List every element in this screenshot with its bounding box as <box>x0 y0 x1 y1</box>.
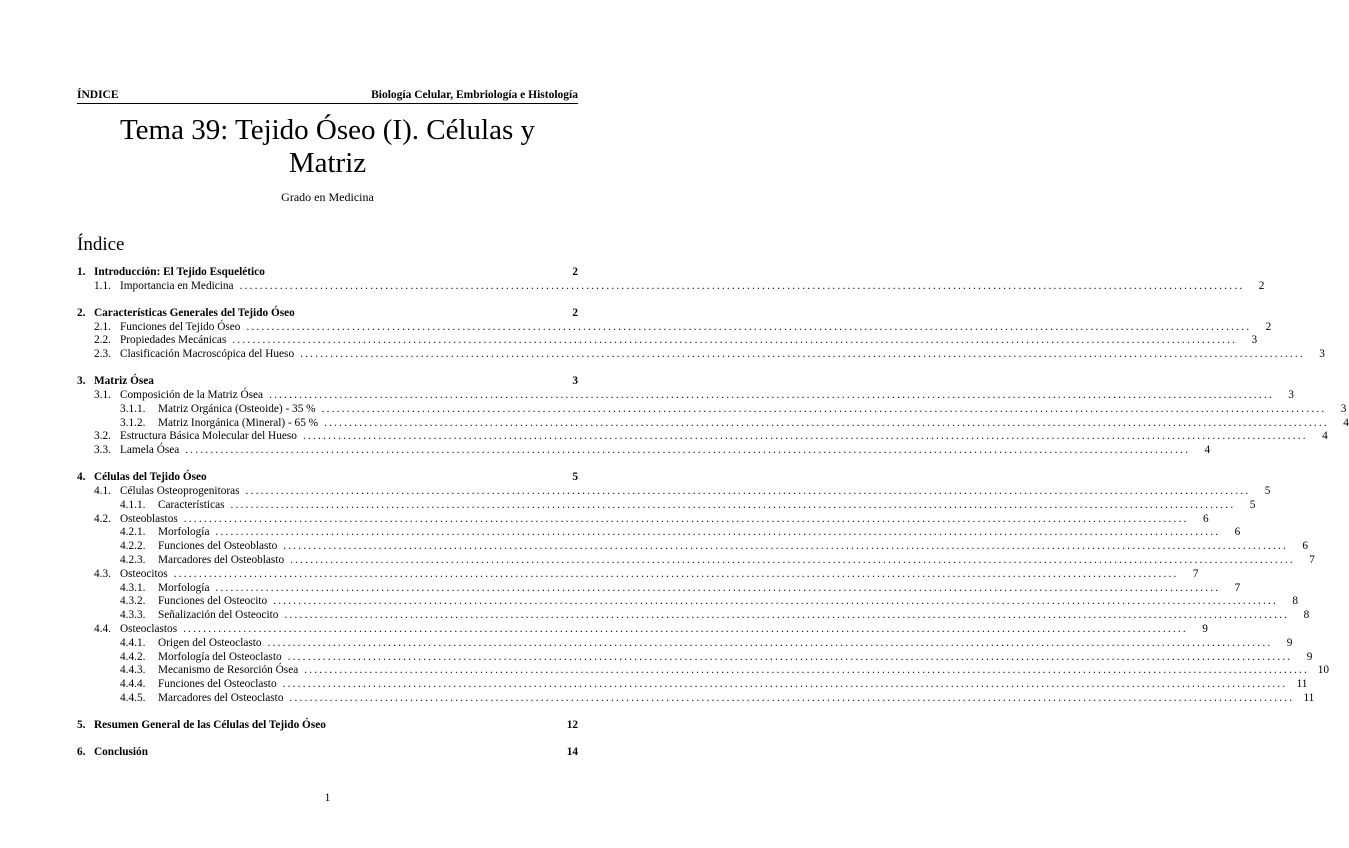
toc-entry[interactable] <box>77 692 1315 706</box>
toc-entry-number: 3.1. <box>94 389 111 401</box>
toc-entry[interactable] <box>77 540 1309 554</box>
toc-entry[interactable] <box>77 375 578 389</box>
toc-entry-title: Características Generales del Tejido Óseo <box>94 306 295 319</box>
toc-entry-page: 5 <box>572 471 578 484</box>
toc-entry-page: 8 <box>1303 609 1310 622</box>
toc-leader-dots: ........................................................................................................................................................................................................ <box>245 485 1251 497</box>
toc-entry-page: 2 <box>572 306 578 319</box>
toc-entry-title: Características <box>158 498 225 511</box>
document-title <box>77 114 578 180</box>
toc-entry[interactable] <box>77 444 1211 458</box>
toc-entry-title: Funciones del Osteocito <box>158 595 268 608</box>
toc-leader-dots: ........................................................................................................................................................................................................ <box>282 678 1288 691</box>
toc-entry-number: 4. <box>77 471 86 484</box>
toc-leader-dots: ........................................................................................................................................................................................................ <box>273 595 1279 608</box>
toc-entry-page: 6 <box>1202 512 1209 525</box>
toc-entry-number: 4.4.2. <box>120 650 146 663</box>
toc-entry-number: 4.4.5. <box>120 692 146 704</box>
title-line-1: Tema 39: Tejido Óseo (I). Células y <box>119 114 535 146</box>
toc-entry-number: 3.1.2. <box>120 416 146 429</box>
toc-entry-title: Lamela Ósea <box>120 444 180 457</box>
toc-entry[interactable] <box>77 266 578 280</box>
toc-entry[interactable] <box>77 719 578 733</box>
toc-entry[interactable] <box>77 471 578 485</box>
toc-entry-page: 14 <box>566 746 578 758</box>
toc-entry-title: Células Osteoprogenitoras <box>120 485 240 497</box>
toc-entry[interactable] <box>77 307 578 321</box>
toc-entry-number: 1.1. <box>94 279 111 292</box>
toc-entry-title: Importancia en Medicina <box>120 279 234 292</box>
toc-leader-dots: ........................................................................................................................................................................................................ <box>283 540 1289 553</box>
toc-entry-number: 4.3.1. <box>120 581 146 594</box>
toc-entry[interactable] <box>77 430 1328 444</box>
toc-entry[interactable] <box>77 498 1256 513</box>
toc-entry-page: 11 <box>1303 692 1315 704</box>
toc-entry-number: 4.4.1. <box>120 636 146 649</box>
title-line-2: Matriz <box>288 147 367 179</box>
toc-entry-page: 9 <box>1202 623 1208 635</box>
toc-entry-number: 2.3. <box>94 348 111 361</box>
toc-entry-page: 3 <box>1340 402 1347 415</box>
document-subtitle: Grado en Medicina <box>281 190 374 204</box>
toc-entry-number: 3. <box>77 375 86 388</box>
toc-entry-title: Resumen General de las Células del Tejido Óseo <box>94 719 326 731</box>
toc-leader-dots: ........................................................................................................................................................................................................ <box>267 636 1273 649</box>
toc-leader-dots: ........................................................................................................................................................................................................ <box>269 389 1274 401</box>
toc-leader-dots: ........................................................................................................................................................................................................ <box>290 554 1295 566</box>
header-course-name: Biología Celular, Embriología e Histología <box>371 89 578 101</box>
toc-entry-title: Morfología del Osteoclasto <box>158 650 282 663</box>
toc-entry-title: Osteoblastos <box>120 512 178 525</box>
toc-entry-number: 2. <box>77 306 86 319</box>
toc-entry-page: 8 <box>1292 595 1299 608</box>
toc-leader-dots: ........................................................................................................................................................................................................ <box>289 692 1295 704</box>
toc-entry-page: 5 <box>1264 485 1271 497</box>
toc-entry-number: 6. <box>77 746 86 758</box>
toc-entry-page: 9 <box>1306 650 1313 663</box>
toc-entry-title: Morfología <box>158 581 210 594</box>
toc-entry[interactable] <box>77 348 1325 362</box>
toc-entry-page: 4 <box>1322 430 1328 443</box>
toc-entry-title: Clasificación Macroscópica del Hueso <box>120 348 295 361</box>
toc-entry[interactable] <box>77 554 1315 568</box>
toc-entry[interactable] <box>77 402 1347 417</box>
toc-entry-title: Funciones del Tejido Óseo <box>120 320 241 333</box>
toc-entry-page: 7 <box>1234 581 1241 594</box>
toc-leader-dots: ........................................................................................................................................................................................................ <box>215 581 1221 594</box>
toc-entry-page: 7 <box>1192 567 1199 580</box>
toc-entry-page: 3 <box>1319 348 1325 361</box>
toc-entry-number: 4.1.1. <box>120 498 146 511</box>
toc-entry-page: 3 <box>572 375 578 388</box>
toc-entry-page: 7 <box>1309 554 1315 566</box>
toc-entry[interactable] <box>77 567 1199 582</box>
toc-leader-dots: ........................................................................................................................................................................................................ <box>246 320 1252 333</box>
toc-entry-number: 4.3.2. <box>120 595 146 608</box>
header-section-label: ÍNDICE <box>77 89 119 101</box>
toc-entry-title: Mecanismo de Resorción Ósea <box>158 664 299 677</box>
toc-entry-title: Composición de la Matriz Ósea <box>120 389 264 401</box>
toc-entry-page: 5 <box>1249 498 1256 511</box>
toc-entry-title: Matriz Ósea <box>94 375 154 388</box>
toc-entry-number: 4.2.1. <box>120 526 146 539</box>
toc-leader-dots: ........................................................................................................................................................................................................ <box>284 609 1290 622</box>
toc-entry-title: Marcadores del Osteoblasto <box>158 554 285 566</box>
toc-entry-page: 9 <box>1286 636 1293 649</box>
toc-entry-title: Estructura Básica Molecular del Hueso <box>120 430 297 443</box>
toc-entry-number: 2.2. <box>94 334 111 347</box>
toc-entry[interactable] <box>77 279 1265 294</box>
page-number: 1 <box>324 792 331 804</box>
toc-entry-title: Matriz Orgánica (Osteoide) - 35 % <box>158 402 316 415</box>
toc-entry[interactable] <box>77 334 1258 348</box>
toc-entry-number: 4.2.3. <box>120 554 146 566</box>
toc-entry-number: 4.3.3. <box>120 609 146 622</box>
toc-entry-number: 2.1. <box>94 320 111 333</box>
toc-entry-number: 4.1. <box>94 485 111 497</box>
toc-entry-title: Osteoclastos <box>120 623 178 635</box>
toc-leader-dots: ........................................................................................................................................................................................................ <box>183 512 1189 525</box>
toc-entry-page: 11 <box>1296 678 1308 691</box>
toc-entry-number: 4.4. <box>94 623 111 635</box>
toc-entry-page: 4 <box>1204 444 1211 457</box>
toc-leader-dots: ........................................................................................................................................................................................................ <box>321 402 1327 415</box>
toc-entry-page: 12 <box>566 719 578 731</box>
toc-entry-page: 10 <box>1317 664 1330 677</box>
toc-entry-number: 4.3. <box>94 567 111 580</box>
toc-entry-page: 6 <box>1302 540 1309 553</box>
toc-entry[interactable] <box>77 746 578 760</box>
toc-entry-number: 3.3. <box>94 444 111 457</box>
toc-entry[interactable] <box>77 512 1209 527</box>
toc-entry-title: Marcadores del Osteoclasto <box>158 692 284 704</box>
toc-leader-dots: ........................................................................................................................................................................................................ <box>230 498 1236 511</box>
toc-entry-title: Propiedades Mecánicas <box>120 334 227 347</box>
toc-entry-title: Células del Tejido Óseo <box>94 471 207 484</box>
toc-entry-title: Osteocitos <box>120 567 168 580</box>
toc-leader-dots: ........................................................................................................................................................................................................ <box>239 279 1245 292</box>
toc-entry-page: 2 <box>572 266 578 278</box>
toc-entry-page: 2 <box>1265 320 1272 333</box>
running-header <box>77 89 578 104</box>
toc-leader-dots: ........................................................................................................................................................................................................ <box>302 430 1308 443</box>
toc-leader-dots: ........................................................................................................................................................................................................ <box>215 526 1221 539</box>
toc-entry-title: Introducción: El Tejido Esquelético <box>94 266 265 278</box>
toc-entry[interactable] <box>77 485 1271 499</box>
toc-leader-dots: ........................................................................................................................................................................................................ <box>300 348 1305 361</box>
toc-entry[interactable] <box>77 595 1299 609</box>
toc-entry-number: 3.1.1. <box>120 402 146 415</box>
toc-entry-page: 3 <box>1251 334 1258 347</box>
toc-entry-title: Funciones del Osteoblasto <box>158 540 278 553</box>
toc-heading: Índice <box>77 234 125 255</box>
toc-entry[interactable] <box>77 581 1241 596</box>
toc-entry[interactable] <box>77 609 1310 623</box>
toc-leader-dots: ........................................................................................................................................................................................................ <box>287 650 1293 663</box>
toc-leader-dots: ........................................................................................................................................................................................................ <box>183 623 1188 635</box>
toc-entry-number: 1. <box>77 266 86 278</box>
toc-entry[interactable] <box>77 636 1293 651</box>
toc-entry-page: 3 <box>1288 389 1294 401</box>
toc-entry[interactable] <box>77 650 1313 665</box>
toc-entry-number: 4.2.2. <box>120 540 146 553</box>
toc-leader-dots: ........................................................................................................................................................................................................ <box>185 444 1191 457</box>
toc-entry[interactable] <box>77 389 1294 403</box>
toc-entry-number: 4.4.4. <box>120 678 146 691</box>
toc-entry-title: Señalización del Osteocito <box>158 609 279 622</box>
toc-entry[interactable] <box>77 678 1308 692</box>
toc-entry-page: 2 <box>1258 279 1265 292</box>
toc-entry[interactable] <box>77 320 1272 335</box>
toc-entry-title: Funciones del Osteoclasto <box>158 678 277 691</box>
toc-entry[interactable] <box>77 623 1208 637</box>
toc-entry-number: 5. <box>77 719 86 731</box>
toc-entry-title: Origen del Osteoclasto <box>158 636 262 649</box>
toc-leader-dots: ........................................................................................................................................................................................................ <box>324 416 1329 429</box>
toc-entry[interactable] <box>77 416 1349 431</box>
toc-entry[interactable] <box>77 526 1241 540</box>
toc-entry-title: Matriz Inorgánica (Mineral) - 65 % <box>158 416 319 429</box>
toc-leader-dots: ........................................................................................................................................................................................................ <box>304 664 1310 677</box>
toc-entry-page: 4 <box>1343 416 1349 429</box>
toc-entry-number: 3.2. <box>94 430 111 443</box>
toc-entry-title: Morfología <box>158 526 210 539</box>
toc-entry-page: 6 <box>1234 526 1241 539</box>
toc-leader-dots: ........................................................................................................................................................................................................ <box>232 334 1238 347</box>
toc-leader-dots: ........................................................................................................................................................................................................ <box>173 567 1179 580</box>
toc-entry-number: 4.2. <box>94 512 111 525</box>
toc-entry[interactable] <box>77 664 1330 678</box>
toc-entry-title: Conclusión <box>94 746 148 758</box>
toc-entry-number: 4.4.3. <box>120 664 146 677</box>
